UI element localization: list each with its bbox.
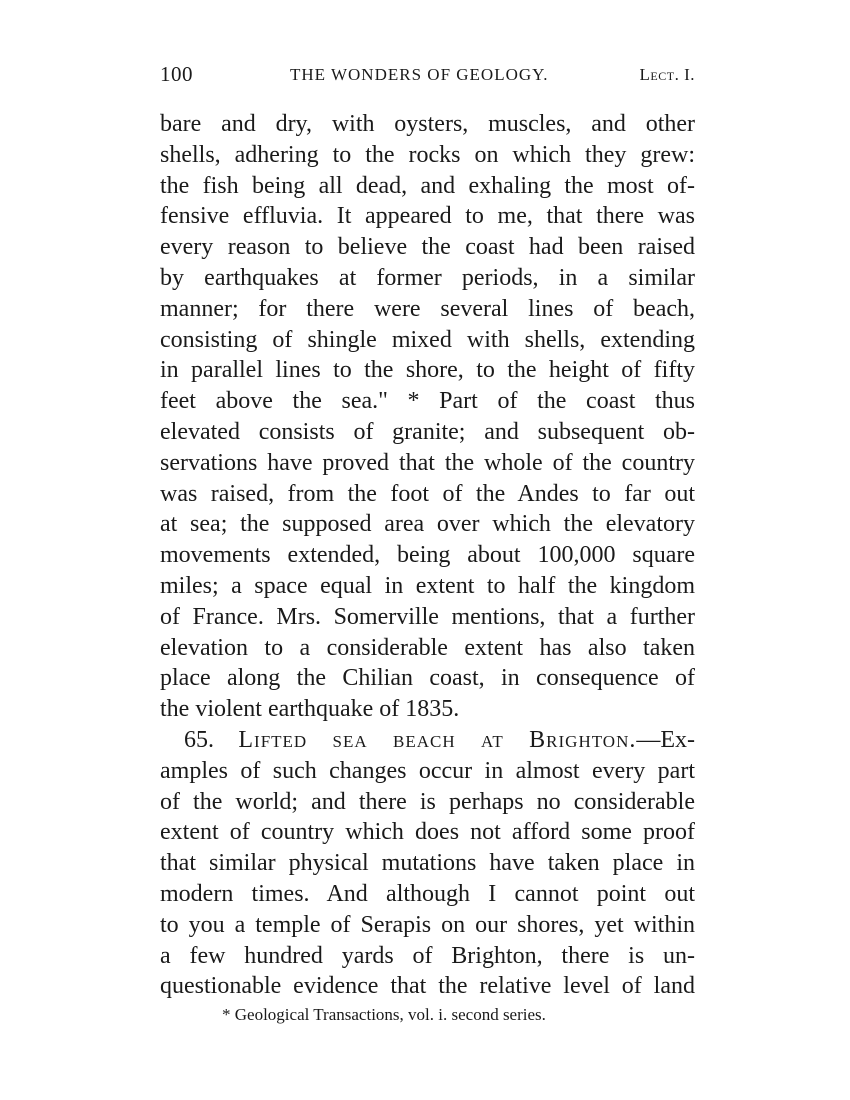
text-line: amples of such changes occur in almost every part [160,757,695,784]
paragraph-end-line: the violent earthquake of 1835. [160,696,460,723]
text-line: in parallel lines to the shore, to the height of fifty [160,357,695,384]
running-title: THE WONDERS OF GEOLOGY. [290,65,549,84]
text-line: the fish being all dead, and exhaling the most of- [160,172,695,199]
text-line: to you a temple of Serapis on our shores, yet within [160,911,695,938]
section-dash-text: —Ex- [636,726,695,753]
text-line: miles; a space equal in extent to half the kingdom [160,572,695,599]
text-line: a few hundred yards of Brighton, there is un- [160,942,695,969]
text-line: of France. Mrs. Somerville mentions, that a further [160,603,695,630]
body-text [160,109,695,1002]
text-line: place along the Chilian coast, in consequence of [160,665,695,692]
text-line: feet above the sea." * Part of the coast thus [160,388,695,415]
page-header [160,62,695,92]
text-line: elevation to a considerable extent has also taken [160,634,695,661]
text-line: at sea; the supposed area over which the elevatory [160,511,695,538]
text-line: questionable evidence that the relative level of land [160,973,695,1000]
section-heading: Lifted sea beach at Brighton. [238,726,637,753]
text-line: movements extended, being about 100,000 square [160,542,695,569]
footnote: * Geological Transactions, vol. i. second series. [222,1005,546,1024]
text-line: modern times. And although I cannot point out [160,880,695,907]
page-number: 100 [160,62,193,86]
text-line: shells, adhering to the rocks on which they grew: [160,141,695,168]
text-line: consisting of shingle mixed with shells, extending [160,326,695,353]
text-line: that similar physical mutations have taken place in [160,850,695,877]
section-number: 65. [184,726,214,753]
text-line: every reason to believe the coast had been raised [160,234,695,261]
text-line: fensive effluvia. It appeared to me, that there was [160,203,695,230]
text-line: bare and dry, with oysters, muscles, and other [160,111,695,137]
text-line: servations have proved that the whole of the country [160,449,695,476]
text-line: elevated consists of granite; and subsequent ob- [160,418,695,445]
text-line: by earthquakes at former periods, in a similar [160,264,695,291]
text-line: of the world; and there is perhaps no considerable [160,788,695,815]
lecture-label: Lect. I. [639,65,695,84]
text-line: was raised, from the foot of the Andes to far out [160,480,695,507]
text-line: manner; for there were several lines of beach, [160,295,695,322]
section-heading-line [160,725,695,756]
text-line: extent of country which does not afford some proof [160,819,695,846]
